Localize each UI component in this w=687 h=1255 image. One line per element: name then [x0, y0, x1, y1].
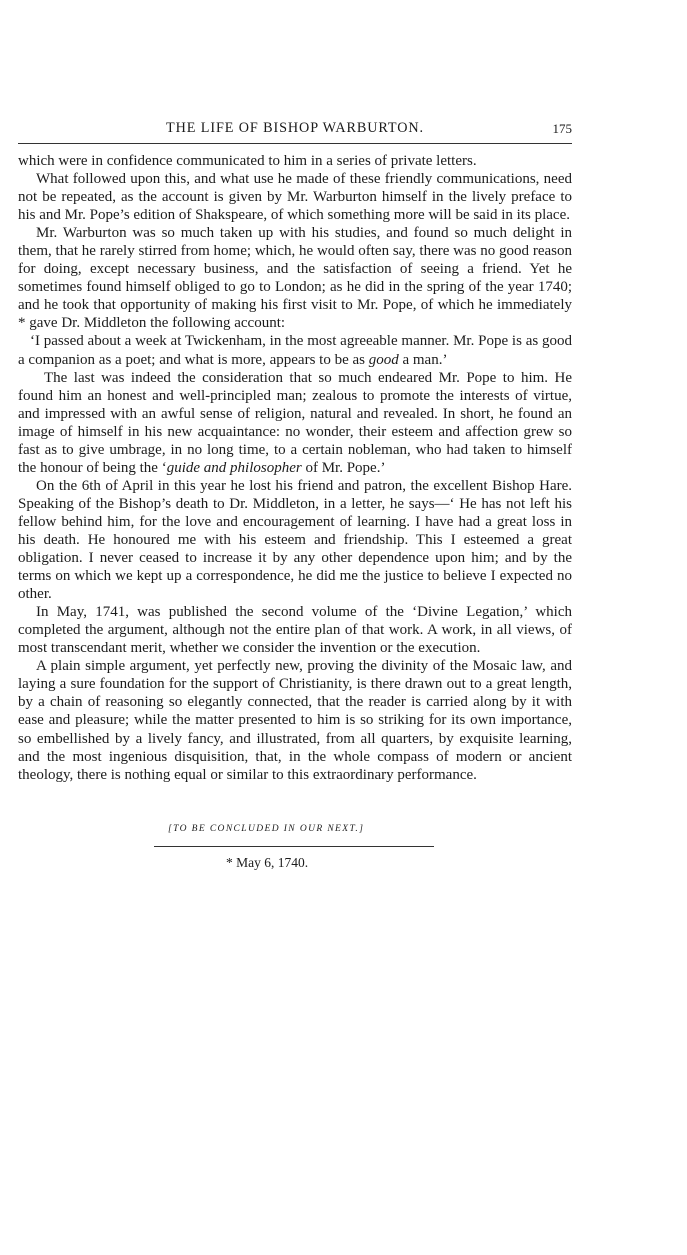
paragraph-4-quote — [18, 332, 572, 368]
paragraph-8: A plain simple argument, yet perfectly new, proving the divinity of the Mosaic law, and laying a sure foundation for the support of Christianity, is there drawn out to a great length, by a chain of reasoning so elegantly connected, that the reader is carried along by it with ease and pleasure; while the matter presented to him is so striking for its own importance, so embellished by a lively fancy, and illustrated, from all quarters, by exquisite learning, and the most ingenious disquisition, that, in the whole compass of modern or ancient theology, there is nothing equal or similar to this extraordinary performance. — [18, 658, 572, 783]
quote-text-start: ‘I passed about a week at Twickenham, in the most agreeable manner. Mr. Pope is as good a companion as a poet; and what is more, appears to be as — [18, 333, 572, 368]
paragraph-5-italic: guide and philosopher — [166, 459, 302, 476]
quote-italic-word: good — [368, 351, 399, 368]
paragraph-2: What followed upon this, and what use he made of these friendly communications, need not be repeated, as the account is given by Mr. Warburton himself in the lively preface to his and Mr. Pope’s edition of Shakspeare, of which something more will be said in its place. — [18, 171, 572, 224]
footnote-rule — [154, 846, 434, 847]
quote-text-end: a man.’ — [398, 351, 448, 368]
paragraph-5-end: of Mr. Pope.’ — [301, 459, 386, 476]
paragraph-6: On the 6th of April in this year he lost his friend and patron, the excellent Bishop Hare. Speaking of the Bishop’s death to Dr. Middleton, in a letter, he says—‘ He has not left his fellow behind him, for the love and encouragement of learning. I have had a great loss in his death. He honoured me with his esteem and friendship. This I esteemed a great obligation. I never ceased to increase it by any other dependence upon him; and by the terms on which we kept up a correspondence, he did me the justice to believe I expected no other. — [18, 477, 572, 603]
continuation-note: [TO BE CONCLUDED IN OUR NEXT.] — [168, 824, 365, 834]
paragraph-5-start: The last was indeed the consideration that so much endeared Mr. Pope to him. He found him an honest and well-principled man; zealous to promote the interests of virtue, and impressed with an awful sense of religion, natural and revealed. In short, he found an image of himself in his new acquaintance: no wonder, their esteem and affection grew so fast as to give umbrage, in no long time, to a certain nobleman, who had taken to himself the honour of being the ‘ — [18, 369, 572, 476]
header-rule — [18, 143, 572, 144]
paragraph-1: which were in confidence communicated to him in a series of private letters. — [18, 153, 477, 169]
paragraph-3: Mr. Warburton was so much taken up with his studies, and found so much delight in them, that he rarely stirred from home; which, he would often say, there was no good reason for doing, except necessary business, and the satisfaction of seeing a friend. Yet he sometimes found himself obliged to go to London; as he did in the spring of the year 1740; and he took that opportunity of making his first visit to Mr. Pope, of which he immediately * gave Dr. Middleton the following account: — [18, 225, 572, 332]
body-text — [18, 152, 572, 784]
running-title: THE LIFE OF BISHOP WARBURTON. — [166, 120, 424, 136]
running-head — [18, 118, 572, 138]
paragraph-7: In May, 1741, was published the second volume of the ‘Divine Legation,’ which completed the argument, although not the entire plan of that work. A work, in all views, of most transcendant merit, whether we consider the invention or the execution. — [18, 604, 572, 657]
page-number: 175 — [552, 121, 572, 136]
paragraph-5 — [18, 369, 572, 477]
footnote: * May 6, 1740. — [226, 855, 309, 870]
